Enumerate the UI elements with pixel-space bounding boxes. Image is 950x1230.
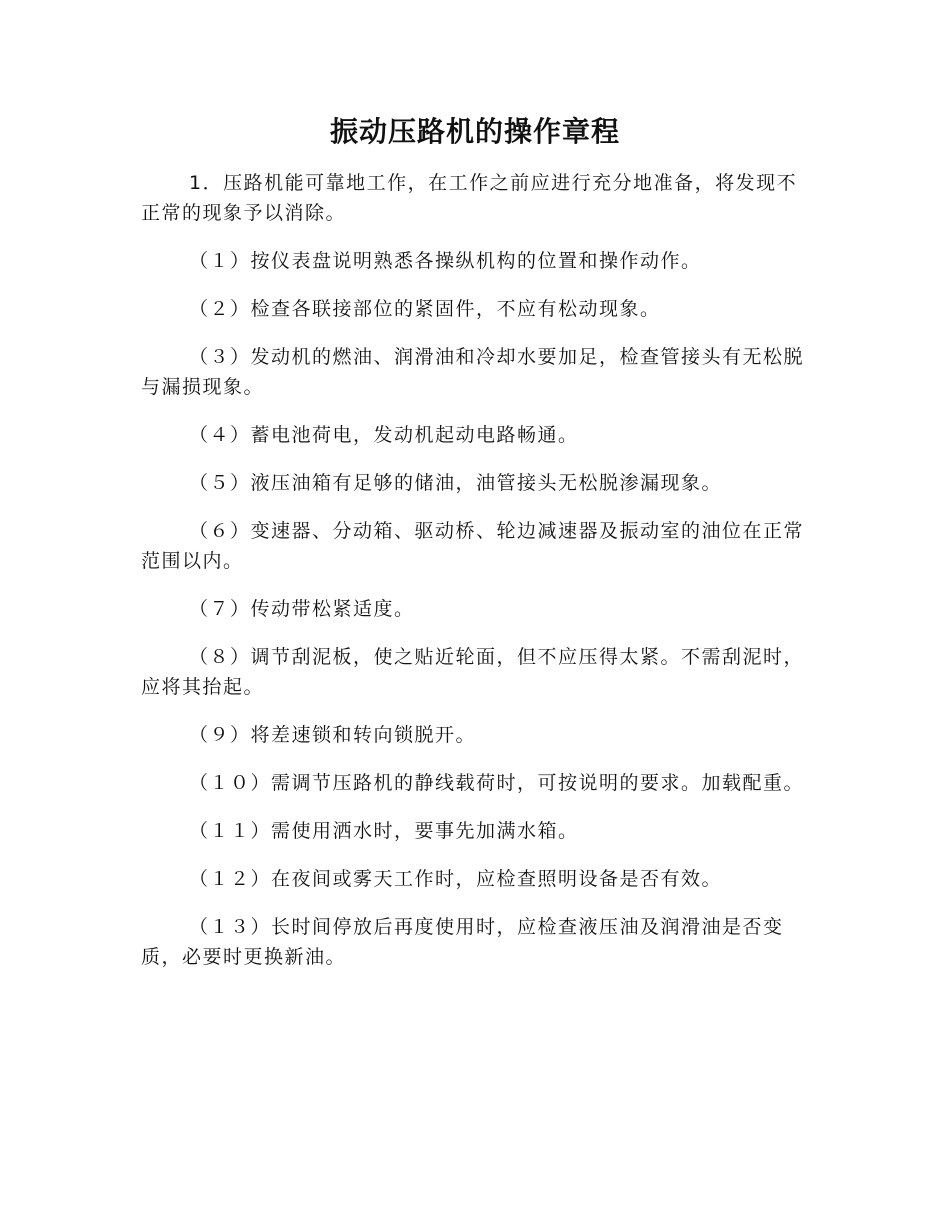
document-body <box>141 168 806 990</box>
paragraph-item-10: （１０）需调节压路机的静线载荷时，可按说明的要求。加载配重。 <box>189 772 805 794</box>
paragraph-item-7: （７）传动带松紧适度。 <box>189 598 415 620</box>
paragraph-item-11: （１１）需使用洒水时，要事先加满水箱。 <box>189 820 579 842</box>
paragraph-1: 1．压路机能可靠地工作，在工作之前应进行充分地准备，将发现不正常的现象予以消除。 <box>141 172 798 224</box>
paragraph-item-8: （８）调节刮泥板，使之贴近轮面，但不应压得太紧。不需刮泥时，应将其抬起。 <box>141 646 805 698</box>
paragraph-item-3: （３）发动机的燃油、润滑油和冷却水要加足，检查管接头有无松脱与漏损现象。 <box>141 346 805 398</box>
paragraph-item-2: （２）检查各联接部位的紧固件，不应有松动现象。 <box>189 298 661 320</box>
paragraph-item-9: （９）将差速锁和转向锁脱开。 <box>189 724 477 746</box>
paragraph-item-4: （４）蓄电池荷电，发动机起动电路畅通。 <box>189 424 579 446</box>
paragraph-item-6: （６）变速器、分动箱、驱动桥、轮边减速器及振动室的油位在正常范围以内。 <box>141 520 805 572</box>
paragraph-item-12: （１２）在夜间或雾天工作时，应检查照明设备是否有效。 <box>189 868 723 890</box>
document-title: 振动压路机的操作章程 <box>329 115 620 148</box>
paragraph-item-5: （５）液压油箱有足够的储油，油管接头无松脱渗漏现象。 <box>189 472 723 494</box>
paragraph-item-1: （１）按仪表盘说明熟悉各操纵机构的位置和操作动作。 <box>189 250 702 272</box>
paragraph-item-13: （１３）长时间停放后再度使用时，应检查液压油及润滑油是否变质，必要时更换新油。 <box>141 916 784 968</box>
